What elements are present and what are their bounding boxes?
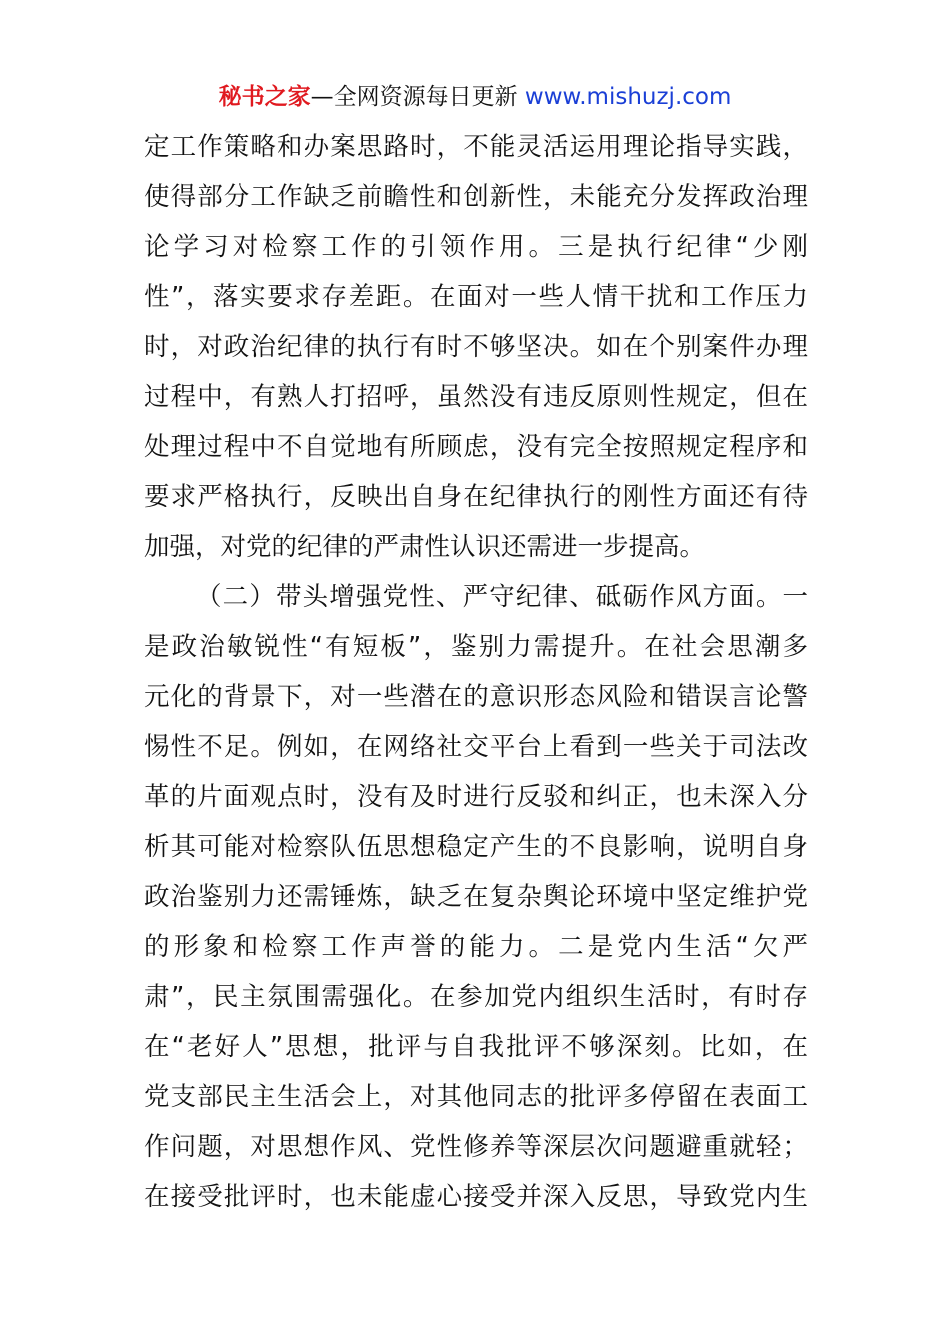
text-line: 党支部民主生活会上，对其他同志的批评多停留在表面工 bbox=[144, 1082, 808, 1112]
text-line: 在“老好人”思想，批评与自我批评不够深刻。比如，在 bbox=[144, 1032, 808, 1062]
text-line: 处理过程中不自觉地有所顾虑，没有完全按照规定程序和 bbox=[144, 432, 808, 462]
text-line: 过程中，有熟人打招呼，虽然没有违反原则性规定，但在 bbox=[144, 382, 808, 412]
text-line: 要求严格执行，反映出自身在纪律执行的刚性方面还有待 bbox=[144, 482, 808, 512]
text-line: 析其可能对检察队伍思想稳定产生的不良影响，说明自身 bbox=[144, 832, 808, 862]
site-header bbox=[0, 80, 950, 114]
text-line: 论学习对检察工作的引领作用。三是执行纪律“少刚 bbox=[144, 232, 808, 262]
text-line: 时，对政治纪律的执行有时不够坚决。如在个别案件办理 bbox=[144, 332, 808, 362]
site-url-link[interactable]: www.mishuzj.com bbox=[524, 84, 732, 110]
text-line: 肃”，民主氛围需强化。在参加党内组织生活时，有时存 bbox=[144, 982, 808, 1012]
text-line: 作问题，对思想作风、党性修养等深层次问题避重就轻； bbox=[144, 1132, 808, 1162]
text-line: 政治鉴别力还需锤炼，缺乏在复杂舆论环境中坚定维护党 bbox=[144, 882, 808, 912]
paragraph-end-line: 加强，对党的纪律的严肃性认识还需进一步提高。 bbox=[144, 532, 706, 562]
text-line: 的形象和检察工作声誉的能力。二是党内生活“欠严 bbox=[144, 932, 808, 962]
text-line: 元化的背景下，对一些潜在的意识形态风险和错误言论警 bbox=[144, 682, 808, 712]
text-line: 使得部分工作缺乏前瞻性和创新性，未能充分发挥政治理 bbox=[144, 182, 808, 212]
text-line: 革的片面观点时，没有及时进行反驳和纠正，也未深入分 bbox=[144, 782, 808, 812]
text-line: 是政治敏锐性“有短板”，鉴别力需提升。在社会思潮多 bbox=[144, 632, 808, 662]
text-line: 定工作策略和办案思路时，不能灵活运用理论指导实践， bbox=[144, 132, 808, 162]
site-brand: 秘书之家 bbox=[218, 84, 311, 110]
section-heading-line: （二）带头增强党性、严守纪律、砥砺作风方面。一 bbox=[196, 582, 808, 612]
site-tagline: —全网资源每日更新 bbox=[310, 84, 518, 110]
text-line: 性”，落实要求存差距。在面对一些人情干扰和工作压力 bbox=[144, 282, 808, 312]
text-line: 惕性不足。例如，在网络社交平台上看到一些关于司法改 bbox=[144, 732, 808, 762]
text-line: 在接受批评时，也未能虚心接受并深入反思，导致党内生 bbox=[144, 1182, 808, 1212]
document-body bbox=[144, 122, 808, 1222]
